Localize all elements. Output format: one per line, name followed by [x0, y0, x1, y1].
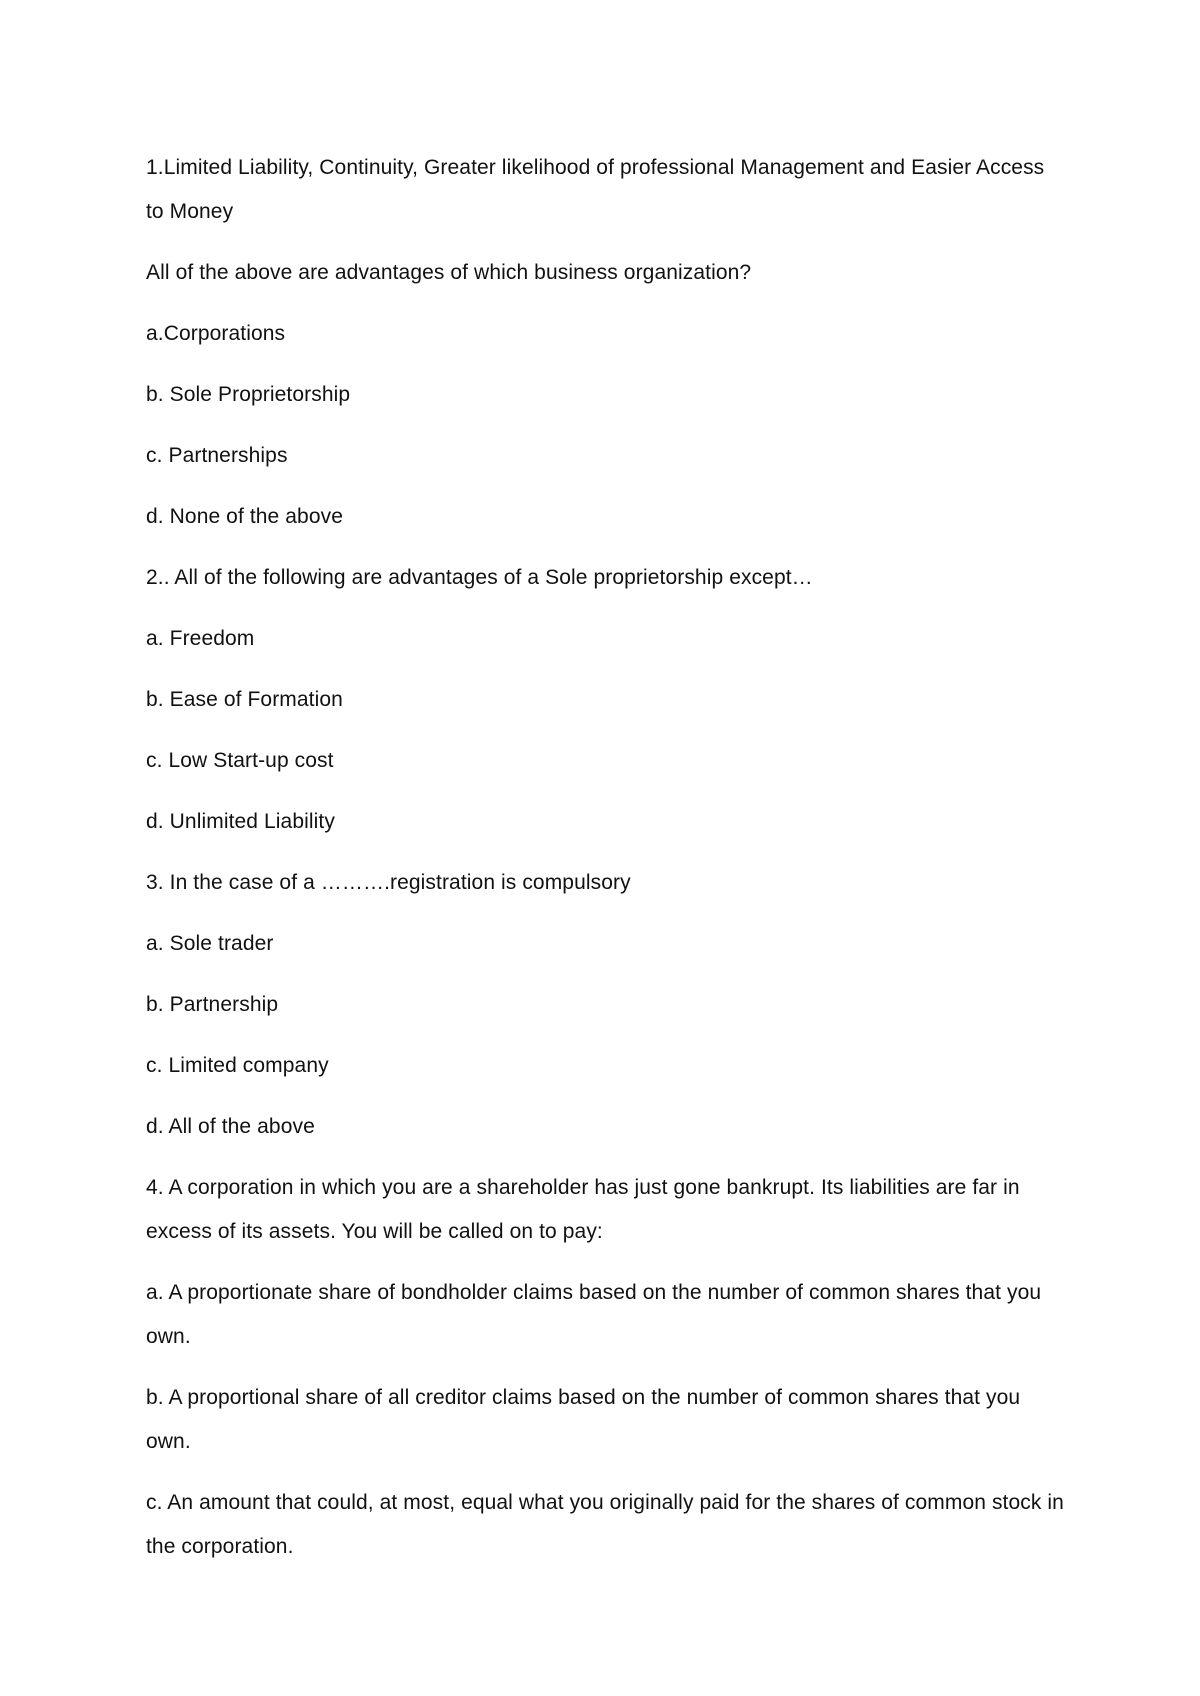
question-4-option-a: a. A proportionate share of bondholder claims based on the number of common shares that you own. [146, 1281, 1042, 1348]
question-3-stem: 3. In the case of a ……….registration is compulsory [146, 871, 631, 894]
document-body [146, 146, 1066, 1586]
question-4-stem: 4. A corporation in which you are a shareholder has just gone bankrupt. Its liabilities are far in excess of its assets. You will be called on to pay: [146, 1176, 1020, 1243]
question-4-option-b: b. A proportional share of all creditor claims based on the number of common shares that you own. [146, 1386, 1021, 1453]
question-2-stem: 2.. All of the following are advantages of a Sole proprietorship except… [146, 566, 813, 589]
question-3-option-d: d. All of the above [146, 1115, 315, 1138]
question-1-option-d: d. None of the above [146, 505, 343, 528]
question-2-option-c: c. Low Start-up cost [146, 749, 334, 772]
question-2-option-a: a. Freedom [146, 627, 255, 650]
question-1-option-c: c. Partnerships [146, 444, 288, 467]
question-4-option-c: c. An amount that could, at most, equal what you originally paid for the shares of common stock in the corporation. [146, 1491, 1064, 1558]
question-1-option-b: b. Sole Proprietorship [146, 383, 351, 406]
question-1-stem: 1.Limited Liability, Continuity, Greater likelihood of professional Management and Easier Access to Money [146, 156, 1045, 223]
question-1-prompt: All of the above are advantages of which business organization? [146, 261, 752, 284]
question-3-option-a: a. Sole trader [146, 932, 274, 955]
question-2-option-d: d. Unlimited Liability [146, 810, 335, 833]
question-1-option-a: a.Corporations [146, 322, 286, 345]
question-3-option-b: b. Partnership [146, 993, 279, 1016]
question-3-option-c: c. Limited company [146, 1054, 329, 1077]
question-2-option-b: b. Ease of Formation [146, 688, 343, 711]
